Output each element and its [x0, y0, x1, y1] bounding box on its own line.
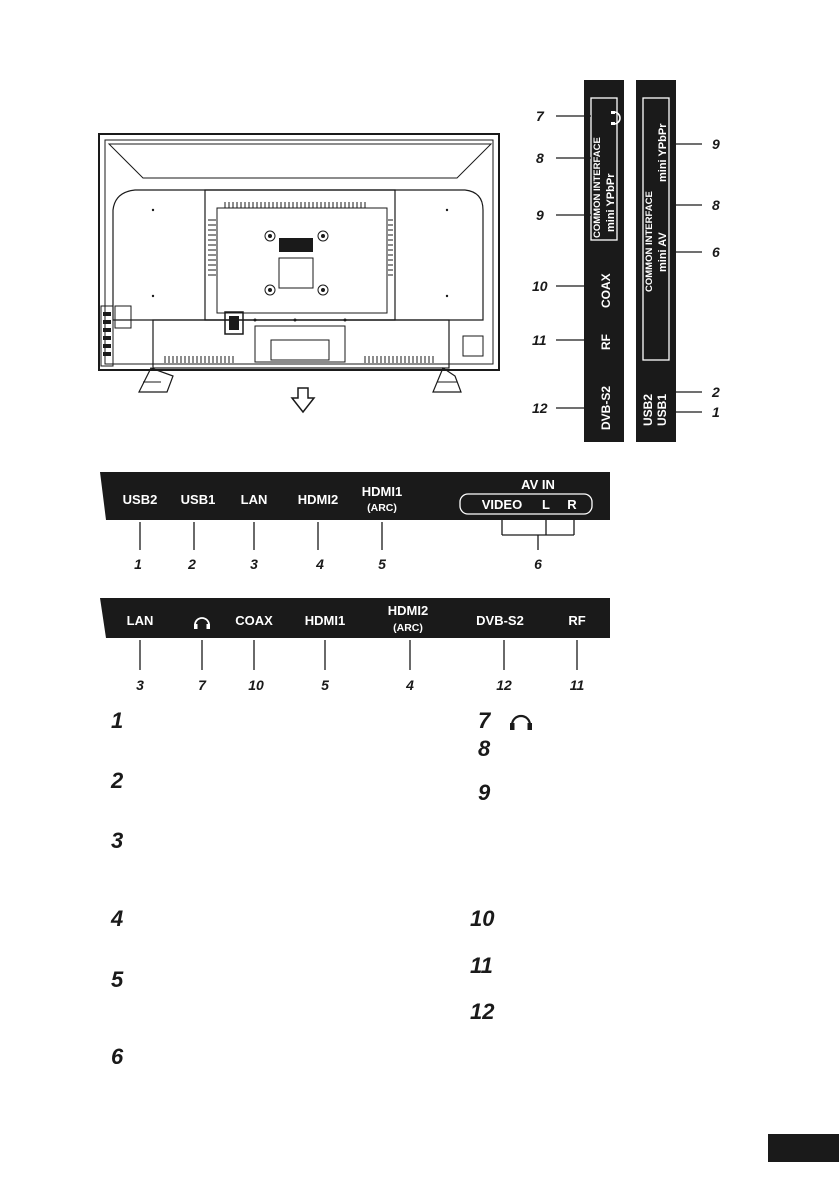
bar2-label-hdmi2: HDMI2 [387, 603, 429, 618]
bar2-label-rf: RF [568, 613, 586, 628]
side-callout-10: 10 [532, 278, 548, 294]
bar2-callout-5: 5 [321, 677, 329, 693]
legend-number-2: 2 [111, 768, 124, 793]
legend-number-1: 1 [111, 708, 124, 733]
side-left-label-rf: RF [599, 334, 613, 350]
legend-number-12: 12 [470, 999, 495, 1024]
side-right-label-ypbpr: mini YPbPr [657, 123, 669, 182]
bar2-callout-11: 11 [569, 677, 585, 693]
legend-number-9: 9 [478, 780, 491, 805]
page-tab-marker [768, 1134, 839, 1162]
bar1-av-video: VIDEO [481, 497, 523, 512]
bar1-label-arc: (ARC) [367, 502, 397, 514]
bar2-label-coax: COAX [235, 613, 273, 628]
side-callout-r1: 1 [712, 404, 720, 420]
bar1-label-lan: LAN [240, 492, 268, 507]
side-left-label-dvbs2: DVB-S2 [599, 385, 613, 430]
legend-number-10: 10 [470, 906, 495, 931]
bar1-label-hdmi1: HDMI1 [361, 484, 403, 499]
legend-number-11: 11 [470, 953, 493, 978]
side-callout-12: 12 [532, 400, 548, 416]
port-bar-2-graphic [100, 598, 615, 698]
bar2-callout-7: 7 [198, 677, 206, 693]
side-right-label-miniav: mini AV [657, 232, 669, 272]
port-bar-1-graphic [100, 472, 615, 582]
bar1-callout-3: 3 [250, 556, 258, 572]
side-right-label-usb1: USB1 [655, 393, 669, 426]
bar2-callout-3: 3 [136, 677, 144, 693]
side-callout-9: 9 [536, 207, 544, 223]
side-callout-r8: 8 [712, 197, 720, 213]
legend-number-3: 3 [111, 828, 124, 853]
bar1-callout-6: 6 [534, 556, 542, 572]
legend-number-6: 6 [111, 1044, 124, 1069]
side-callout-r2: 2 [712, 384, 720, 400]
bar1-callout-2: 2 [188, 556, 196, 572]
side-callout-7: 7 [536, 108, 544, 124]
side-left-label-coax: COAX [599, 273, 613, 308]
bar1-label-hdmi2: HDMI2 [297, 492, 339, 507]
legend-number-4: 4 [111, 906, 124, 931]
side-left-label-ypbpr: mini YPbPr [605, 173, 617, 232]
port-bar-2 [100, 598, 615, 698]
side-port-panel-graphic [528, 80, 768, 450]
legend-number-8: 8 [478, 736, 491, 761]
port-bar-1 [100, 472, 615, 582]
bar2-label-dvbs2: DVB-S2 [476, 613, 524, 628]
bar2-callout-12: 12 [496, 677, 512, 693]
side-port-panel [528, 80, 768, 450]
side-callout-r9: 9 [712, 136, 720, 152]
bar2-label-lan: LAN [126, 613, 154, 628]
side-right-label-ci: COMMON INTERFACE [644, 191, 655, 292]
bar1-av-r: R [567, 497, 577, 512]
legend-number-7: 7 [478, 708, 491, 733]
bar2-callout-10: 10 [248, 677, 264, 693]
side-right-label-usb2: USB2 [641, 393, 655, 426]
headphone-icon [508, 710, 534, 732]
bar1-callout-1: 1 [134, 556, 142, 572]
bar2-label-hdmi1: HDMI1 [304, 613, 346, 628]
bar2-label-arc: (ARC) [393, 622, 423, 634]
side-callout-r6: 6 [712, 244, 720, 260]
side-callout-11: 11 [532, 332, 547, 348]
bar1-av-title: AV IN [521, 477, 555, 492]
bar1-av-l: L [542, 497, 550, 512]
legend-number-5: 5 [111, 967, 124, 992]
side-callout-8: 8 [536, 150, 544, 166]
tv-back-illustration [95, 130, 505, 420]
bar1-callout-4: 4 [316, 556, 324, 572]
side-left-label-ci: COMMON INTERFACE [592, 137, 603, 238]
bar1-label-usb2: USB2 [122, 492, 158, 507]
bar2-callout-4: 4 [406, 677, 414, 693]
bar1-label-usb1: USB1 [180, 492, 216, 507]
bar1-callout-5: 5 [378, 556, 386, 572]
